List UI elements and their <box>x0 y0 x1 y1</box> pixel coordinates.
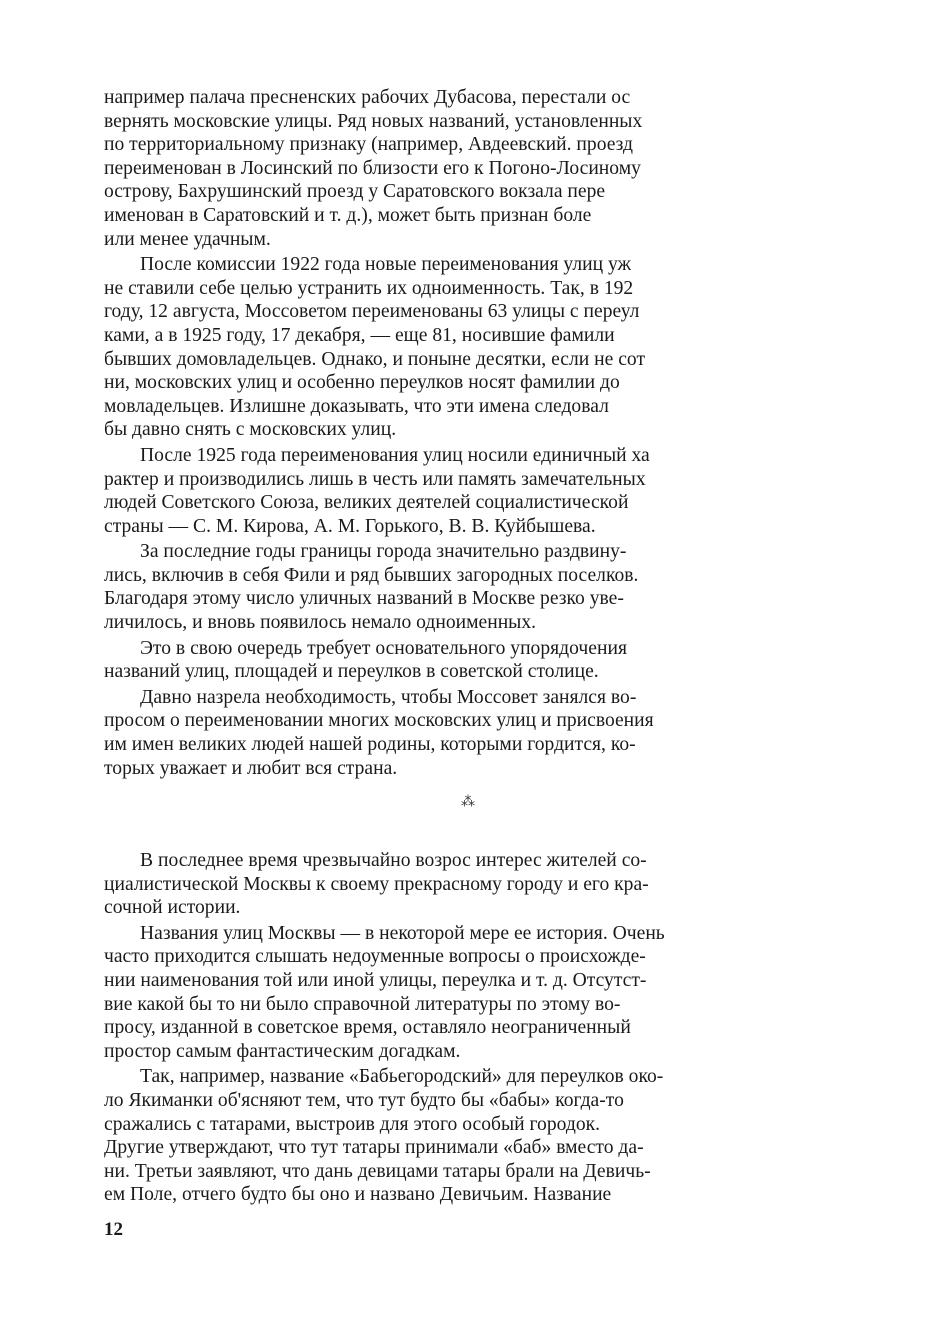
paragraph <box>104 1065 826 1207</box>
text-line: Благодаря этому число уличных названий в Москве резко уве- <box>104 588 624 610</box>
text-line: За последние годы границы города значительно раздвину- <box>140 541 627 563</box>
text-line: людей Советского Союза, великих деятелей социалистической <box>104 492 629 514</box>
text-line: После комиссии 1922 года новые переименования улиц уж <box>140 254 632 276</box>
text-line: не ставили себе целью устранить их одноименность. Так, в 192 <box>104 277 634 299</box>
text-line: Так, например, название «Бабьегородский» для переулков око- <box>140 1066 664 1088</box>
paragraph <box>104 253 826 442</box>
text-line: часто приходится слышать недоуменные вопросы о происхожде- <box>104 946 646 968</box>
text-line: году, 12 августа, Моссоветом переименованы 63 улицы с переул <box>104 301 640 323</box>
text-line: вернять московские улицы. Ряд новых названий, установленных <box>104 110 643 132</box>
text-line: переименован в Лосинский по близости его к Погоно-Лосиному <box>104 157 641 179</box>
text-line: нии наименования той или иной улицы, переулка и т. д. Отсутст- <box>104 969 647 991</box>
text-line: ни. Третьи заявляют, что дань девицами татары брали на Девичь- <box>104 1160 651 1182</box>
section-text-bottom <box>104 849 826 1209</box>
paragraph <box>104 637 826 684</box>
text-line: ем Поле, отчего будто бы оно и названо Девичьим. Название <box>104 1184 612 1206</box>
text-line: простор самым фантастическим догадкам. <box>104 1040 461 1062</box>
text-line: острову, Бахрушинский проезд у Саратовского вокзала пере <box>104 181 606 203</box>
text-line: рактер и производились лишь в честь или память замечательных <box>104 468 646 490</box>
paragraph <box>104 540 826 634</box>
text-line: бы давно снять с московских улиц. <box>104 419 397 441</box>
paragraph <box>104 922 826 1064</box>
paragraph <box>104 444 826 538</box>
text-line: После 1925 года переименования улиц носили единичный ха <box>140 444 650 466</box>
text-line: например палача пресненских рабочих Дубасова, перестали ос <box>104 87 631 108</box>
text-line: бывших домовладельцев. Однако, и поныне десятки, если не сот <box>104 348 646 370</box>
text-line: именован в Саратовский и т. д.), может быть признан боле <box>104 204 592 226</box>
text-line: ни, московских улиц и особенно переулков носят фамилии до <box>104 372 620 394</box>
text-line: страны — С. М. Кирова, А. М. Горького, В. В. Куйбышева. <box>104 515 596 537</box>
text-line: Другие утверждают, что тут татары принимали «баб» вместо да- <box>104 1137 644 1159</box>
section-divider-ornament: ⁂ <box>461 794 475 810</box>
text-line: циалистической Москвы к своему прекрасному городу и его кра- <box>104 873 649 895</box>
text-line: сочной истории. <box>104 897 241 919</box>
text-line: В последнее время чрезвычайно возрос интерес жителей со- <box>140 850 647 871</box>
paragraph <box>104 686 826 780</box>
text-line: мовладельцев. Излишне доказывать, что эти имена следовал <box>104 395 609 417</box>
text-line: Это в свою очередь требует основательного упорядочения <box>140 637 627 659</box>
paragraph <box>104 849 826 920</box>
text-line: или менее удачным. <box>104 228 271 250</box>
text-line: Давно назрела необходимость, чтобы Моссовет занялся во- <box>140 686 637 708</box>
text-line: названий улиц, площадей и переулков в советской столице. <box>104 661 599 683</box>
text-line: просом о переименовании многих московских улиц и присвоения <box>104 710 654 732</box>
page-number: 12 <box>104 1219 123 1240</box>
text-line: ками, а в 1925 году, 17 декабря, — еще 81, носившие фамили <box>104 324 615 346</box>
paragraph-continuation <box>104 86 826 251</box>
text-line: лись, включив в себя Фили и ряд бывших загородных поселков. <box>104 564 639 586</box>
text-line: торых уважает и любит вся страна. <box>104 757 398 779</box>
section-text-top <box>104 86 826 782</box>
text-line: им имен великих людей нашей родины, которыми гордится, ко- <box>104 734 636 756</box>
text-line: по территориальному признаку (например, Авдеевский. проезд <box>104 134 634 156</box>
text-line: личилось, и вновь появилось немало одноименных. <box>104 612 537 634</box>
text-line: Названия улиц Москвы — в некоторой мере ее история. Очень <box>140 922 665 944</box>
text-line: ло Якиманки об'ясняют тем, что тут будто бы «бабы» когда-то <box>104 1089 624 1111</box>
text-line: сражались с татарами, выстроив для этого особый городок. <box>104 1113 601 1135</box>
text-line: просу, изданной в советское время, оставляло неограниченный <box>104 1017 631 1039</box>
text-line: вие какой бы то ни было справочной литературы по этому во- <box>104 993 621 1015</box>
